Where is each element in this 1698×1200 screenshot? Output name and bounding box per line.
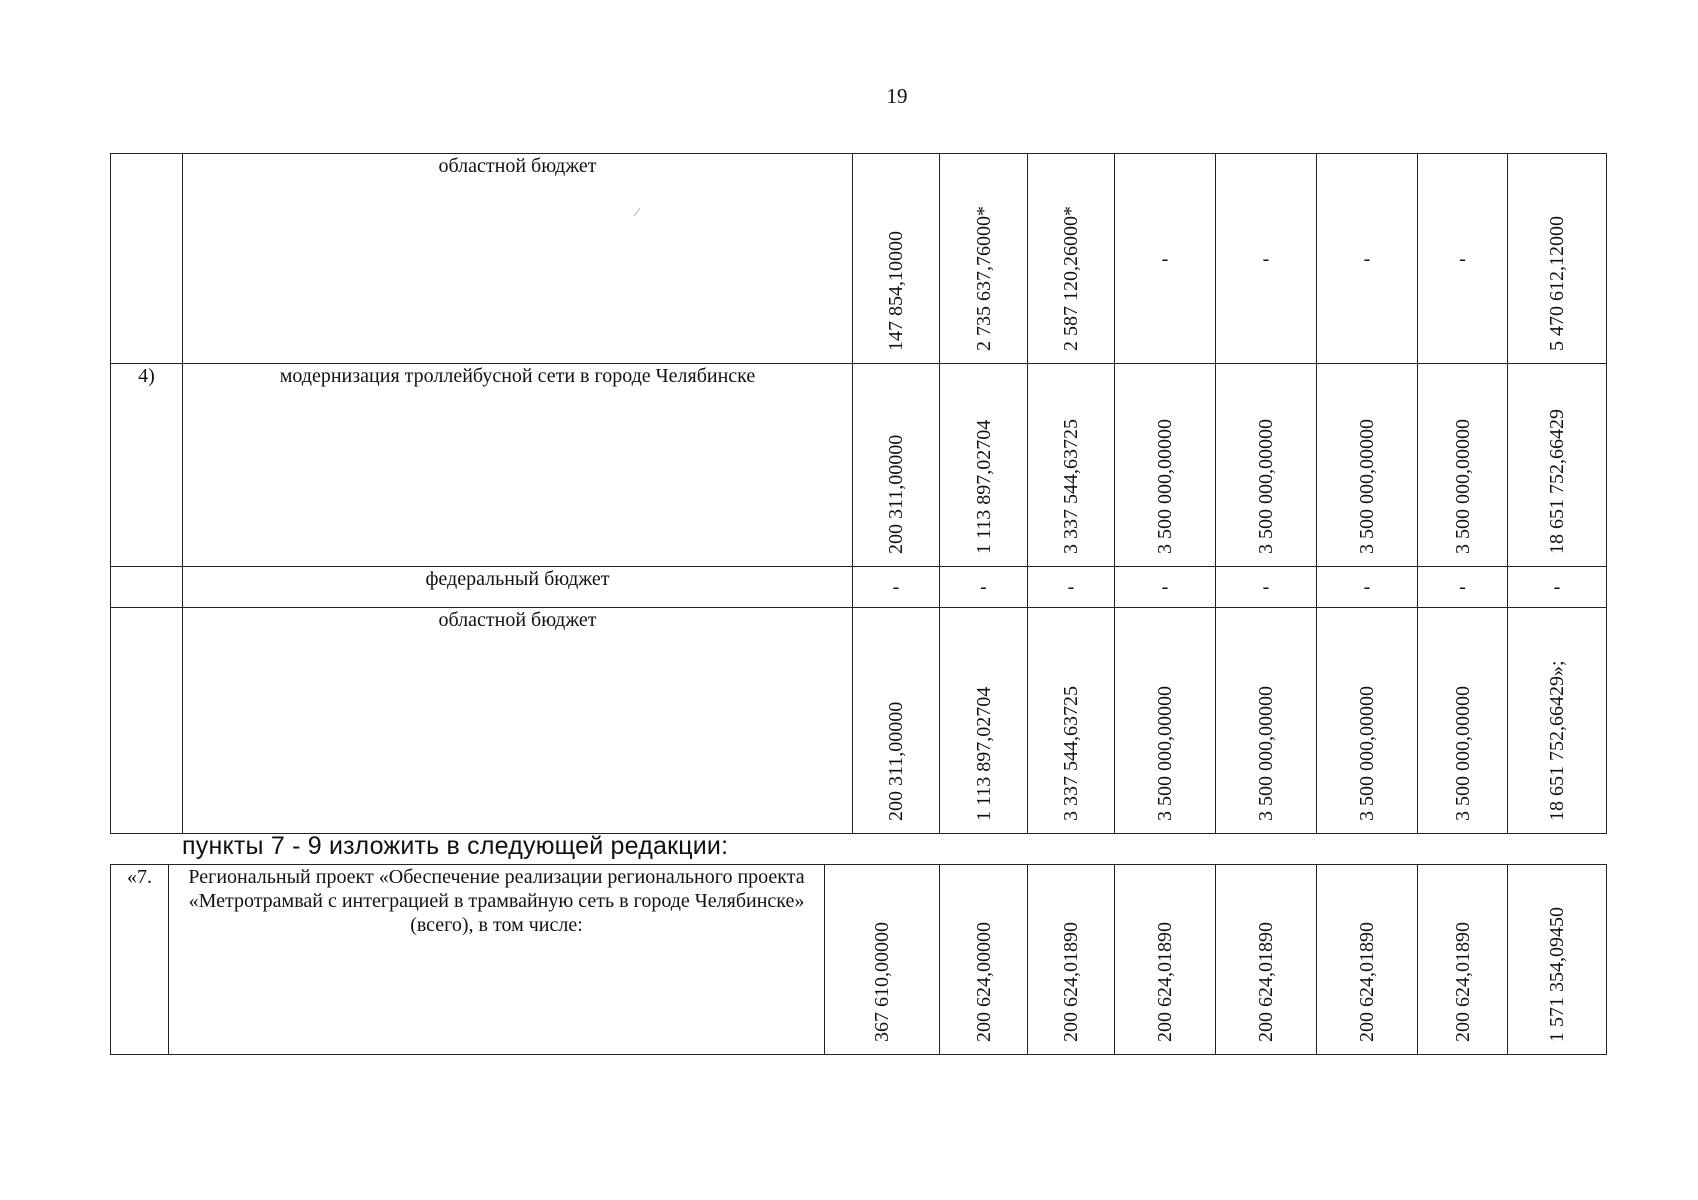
dash-value: - — [1363, 576, 1371, 598]
value-cell — [1317, 865, 1418, 1055]
rotated-value: 2 587 120,26000* — [1060, 206, 1082, 351]
value-cell — [1508, 865, 1607, 1055]
rotated-value: 1 571 354,09450 — [1546, 907, 1568, 1042]
row-label-cell: областной бюджет — [183, 154, 853, 364]
value-cell — [1418, 567, 1508, 608]
value-cell — [1115, 865, 1216, 1055]
value-cell — [1418, 364, 1508, 567]
rotated-value: 3 337 544,63725 — [1060, 686, 1082, 821]
rotated-value: 200 624,01890 — [1451, 922, 1474, 1042]
row-index-cell — [111, 154, 183, 364]
rotated-value: 367 610,00000 — [871, 922, 893, 1042]
rotated-value: 200 624,01890 — [1356, 922, 1378, 1042]
rotated-value: 200 624,00000 — [972, 922, 995, 1042]
value-cell — [1508, 154, 1607, 364]
budget-table-bottom — [110, 864, 1607, 1055]
value-cell — [1115, 364, 1216, 567]
value-cell — [940, 608, 1028, 834]
row-label-cell: федеральный бюджет — [183, 567, 853, 608]
table-row — [111, 364, 1607, 567]
rotated-value: 200 311,00000 — [885, 434, 907, 554]
row-index-cell — [111, 567, 183, 608]
rotated-value: 147 854,10000 — [885, 231, 907, 351]
dash-value: - — [1459, 576, 1466, 598]
rotated-value: 2 735 637,76000* — [972, 206, 995, 351]
value-cell — [1216, 865, 1317, 1055]
rotated-value: 3 500 000,00000 — [1451, 686, 1474, 821]
value-cell — [1216, 608, 1317, 834]
value-cell — [853, 567, 940, 608]
dash-value: - — [980, 576, 987, 598]
value-cell — [853, 364, 940, 567]
rotated-value: 3 500 000,00000 — [1356, 419, 1378, 554]
dash-value: - — [1262, 576, 1270, 598]
rotated-value: 1 113 897,02704 — [972, 419, 995, 554]
rotated-value: 3 500 000,00000 — [1255, 419, 1277, 554]
value-cell — [1418, 608, 1508, 834]
rotated-value: 3 500 000,00000 — [1154, 686, 1176, 821]
rotated-value: 3 500 000,00000 — [1154, 419, 1176, 554]
value-cell — [1028, 154, 1115, 364]
dash-value: - — [1067, 576, 1075, 598]
budget-table-top — [110, 153, 1607, 834]
value-cell — [1317, 364, 1418, 567]
dash-value: - — [1553, 576, 1561, 598]
row-index-cell: 4) — [111, 364, 183, 567]
rotated-value: 200 624,01890 — [1154, 922, 1176, 1042]
dash-value: - — [1459, 247, 1466, 270]
rotated-value: 3 500 000,00000 — [1356, 686, 1378, 821]
value-cell — [1216, 364, 1317, 567]
table-row — [111, 608, 1607, 834]
dash-value: - — [1363, 247, 1371, 270]
dash-value: - — [1262, 247, 1270, 270]
row-index-cell: «7. — [111, 865, 169, 1055]
value-cell — [1508, 364, 1607, 567]
stray-mark: ⁄ — [636, 205, 639, 219]
value-cell — [1216, 154, 1317, 364]
value-cell — [1115, 608, 1216, 834]
value-cell — [1115, 567, 1216, 608]
value-cell — [1028, 608, 1115, 834]
value-cell — [825, 865, 940, 1055]
value-cell — [940, 567, 1028, 608]
row-label-cell: областной бюджет — [183, 608, 853, 834]
row-label-cell: модернизация троллейбусной сети в городе Челябинске — [183, 364, 853, 567]
rotated-value: 3 500 000,00000 — [1255, 686, 1277, 821]
row-label-cell: Региональный проект «Обеспечение реализации регионального проекта «Метротрамвай с интеграцией в трамвайную сеть в городе Челябинске» (всего), в том числе: — [169, 865, 825, 1055]
value-cell — [1028, 364, 1115, 567]
row-index-cell — [111, 608, 183, 834]
value-cell — [853, 608, 940, 834]
value-cell — [940, 154, 1028, 364]
value-cell — [1317, 154, 1418, 364]
rotated-value: 3 500 000,00000 — [1451, 419, 1474, 554]
value-cell — [853, 154, 940, 364]
table-row — [111, 865, 1607, 1055]
value-cell — [1418, 865, 1508, 1055]
table-row — [111, 567, 1607, 608]
dash-value: - — [892, 576, 900, 598]
rotated-value: 200 311,00000 — [885, 701, 907, 821]
value-cell — [1028, 567, 1115, 608]
value-cell — [940, 865, 1028, 1055]
value-cell — [1418, 154, 1508, 364]
rotated-value: 18 651 752,66429 — [1546, 409, 1568, 554]
rotated-value: 3 337 544,63725 — [1060, 419, 1082, 554]
rotated-value: 5 470 612,12000 — [1546, 216, 1568, 351]
rotated-value: 18 651 752,66429»; — [1546, 660, 1568, 821]
value-cell — [1317, 608, 1418, 834]
rotated-value: 200 624,01890 — [1060, 922, 1082, 1042]
value-cell — [1317, 567, 1418, 608]
value-cell — [1216, 567, 1317, 608]
page-number: 19 — [886, 84, 908, 108]
value-cell — [940, 364, 1028, 567]
table-row — [111, 154, 1607, 364]
value-cell — [1115, 154, 1216, 364]
dash-value: - — [1161, 576, 1169, 598]
value-cell — [1508, 567, 1607, 608]
value-cell — [1028, 865, 1115, 1055]
rotated-value: 1 113 897,02704 — [972, 686, 995, 821]
value-cell — [1508, 608, 1607, 834]
dash-value: - — [1161, 247, 1169, 270]
rotated-value: 200 624,01890 — [1255, 922, 1277, 1042]
instruction-text: пункты 7 - 9 изложить в следующей редакции: — [182, 832, 729, 860]
